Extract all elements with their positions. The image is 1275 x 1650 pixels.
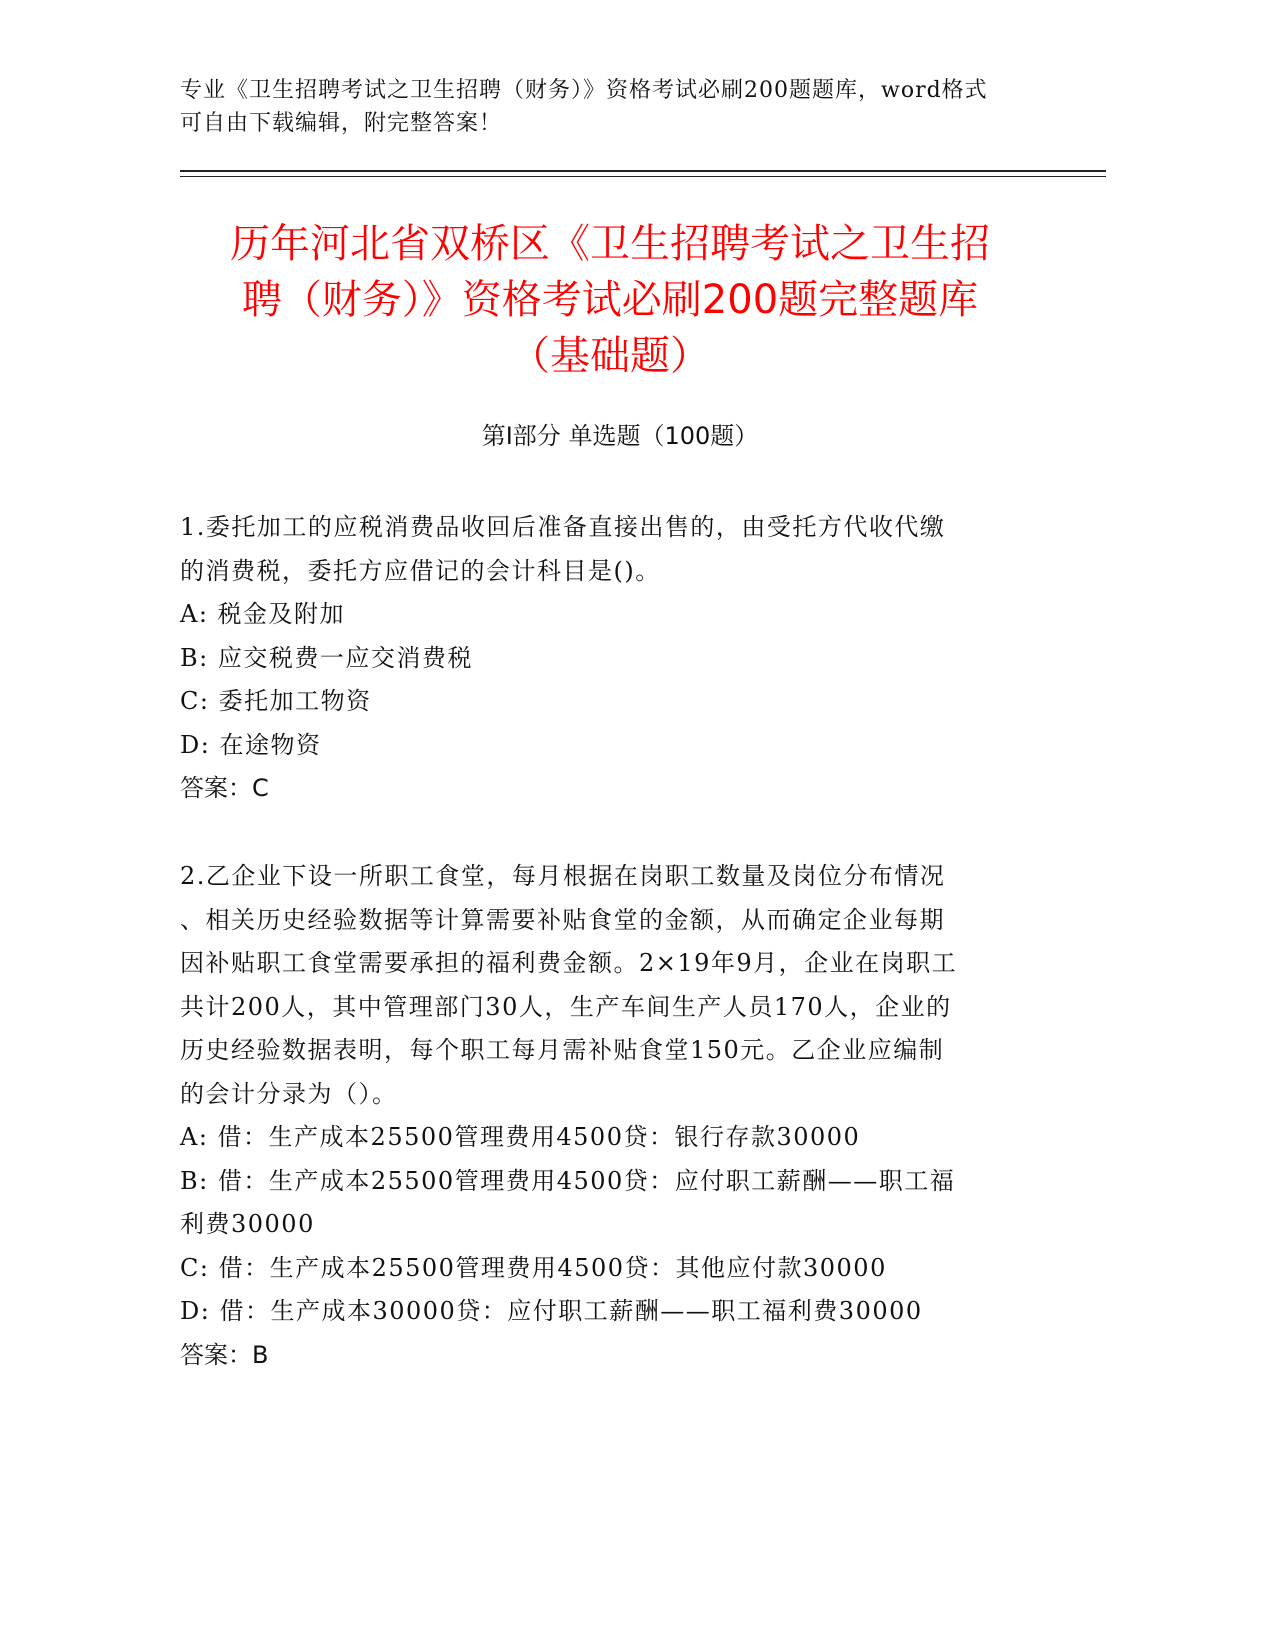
option-a: A: 税金及附加 <box>180 600 346 628</box>
header-divider <box>180 170 1106 172</box>
question-stem-line: 因补贴职工食堂需要承担的福利费金额。2×19年9月，企业在岗职工 <box>180 949 958 977</box>
header-note-line: 专业《卫生招聘考试之卫生招聘（财务）》资格考试必刷200题题库，word格式 <box>180 78 988 103</box>
question-2 <box>180 855 1040 1377</box>
question-stem-line: 1.委托加工的应税消费品收回后准备直接出售的，由受托方代收代缴 <box>180 513 946 541</box>
question-stem-line: 2.乙企业下设一所职工食堂，每月根据在岗职工数量及岗位分布情况 <box>180 862 946 890</box>
question-stem-line: 共计200人，其中管理部门30人，生产车间生产人员170人，企业的 <box>180 992 952 1021</box>
option-b: B: 应交税费一应交消费税 <box>180 643 473 672</box>
option-b: B: 借：生产成本25500管理费用4500贷：应付职工薪酬——职工福 <box>180 1166 956 1195</box>
question-stem-line: 的消费税，委托方应借记的会计科目是()。 <box>180 556 661 585</box>
option-c: C: 委托加工物资 <box>180 687 372 715</box>
option-c: C: 借：生产成本25500管理费用4500贷：其他应付款30000 <box>180 1253 887 1282</box>
option-d: D: 借：生产成本30000贷：应付职工薪酬——职工福利费30000 <box>180 1297 923 1325</box>
option-a: A: 借：生产成本25500管理费用4500贷：银行存款30000 <box>180 1123 861 1151</box>
answer: 答案：C <box>180 774 269 802</box>
option-b-continued: 利费30000 <box>180 1210 315 1238</box>
header-note <box>180 74 1040 140</box>
question-stem-line: 历史经验数据表明，每个职工每月需补贴食堂150元。乙企业应编制 <box>180 1036 945 1064</box>
question-stem-line: 、相关历史经验数据等计算需要补贴食堂的金额，从而确定企业每期 <box>180 905 945 934</box>
question-1 <box>180 506 1040 811</box>
title-line: （基础题） <box>510 333 710 379</box>
document-title <box>160 216 1060 384</box>
title-line: 聘（财务）》资格考试必刷200题完整题库 <box>241 277 979 323</box>
header-divider <box>180 176 1106 177</box>
option-d: D: 在途物资 <box>180 730 322 759</box>
question-stem-line: 的会计分录为（）。 <box>180 1079 398 1108</box>
title-line: 历年河北省双桥区《卫生招聘考试之卫生招 <box>230 221 990 267</box>
header-note-line: 可自由下载编辑，附完整答案！ <box>180 111 503 136</box>
answer: 答案：B <box>180 1340 269 1369</box>
section-heading: 第Ⅰ部分 单选题（100题） <box>481 422 759 450</box>
